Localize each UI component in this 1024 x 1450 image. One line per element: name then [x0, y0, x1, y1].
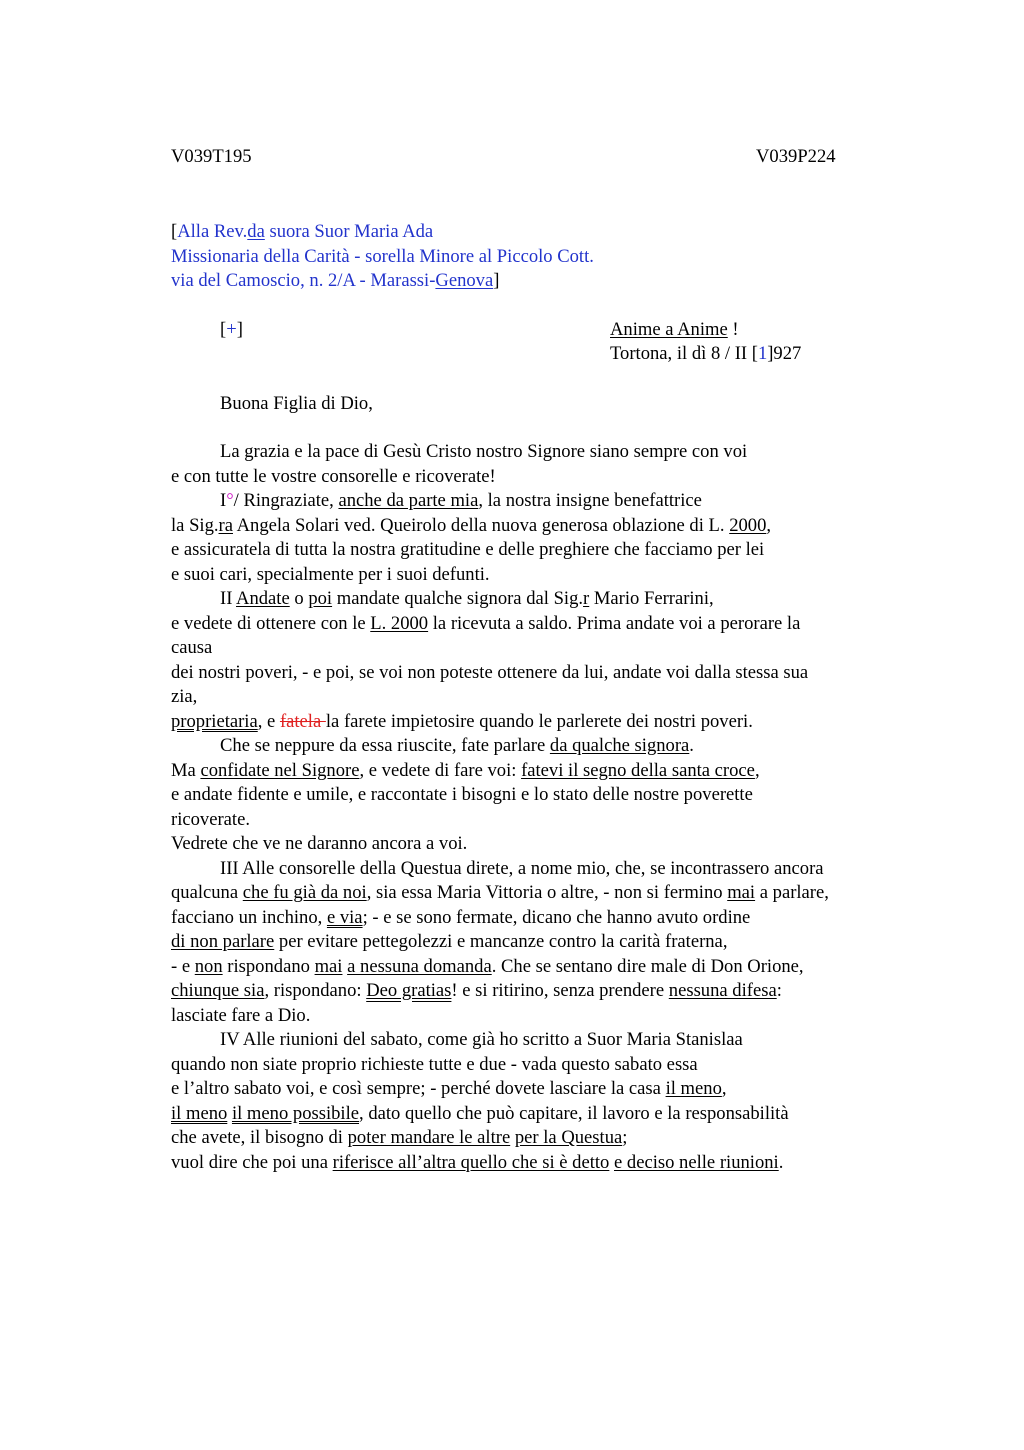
text-line: Ma confidate nel Signore, e vedete di fare voi: fatevi il segno della santa croce, [171, 759, 760, 781]
text-line: - e non rispondano mai a nessuna domanda. Che se sentano dire male di Don Orione, [171, 955, 804, 977]
text-line: che avete, il bisogno di poter mandare le altre per la Questua; [171, 1127, 628, 1148]
address-line-3: via del Camoscio, n. 2/A - Marassi-Genova] [171, 270, 500, 291]
text-line: Che se neppure da essa riuscite, fate parlare da qualche signora. [220, 735, 694, 756]
cross-mark: [+] [220, 319, 243, 340]
letter-body [171, 440, 911, 1175]
salutation: Buona Figlia di Dio, [220, 393, 373, 414]
text-line: facciano un inchino, e via; - e se sono fermate, dicano che hanno avuto ordine [171, 906, 751, 928]
text-line: il meno il meno possibile, dato quello che può capitare, il lavoro e la responsabilità [171, 1102, 789, 1124]
text-line: e assicuratela di tutta la nostra gratitudine e delle preghiere che facciamo per lei [171, 539, 765, 560]
text-line: e suoi cari, specialmente per i suoi defunti. [171, 563, 490, 585]
document-code-left: V039T195 [171, 146, 252, 167]
text-line: causa [171, 637, 213, 658]
text-line: vuol dire che poi una riferisce all’altra quello che si è detto e deciso nelle riunioni. [171, 1151, 784, 1173]
text-line: chiunque sia, rispondano: Deo gratias! e si ritirino, senza prendere nessuna difesa: [171, 980, 782, 1001]
text-line: Vedrete che ve ne daranno ancora a voi. [171, 833, 468, 854]
text-line: la Sig.ra Angela Solari ved. Queirolo della nuova generosa oblazione di L. 2000, [171, 514, 772, 536]
text-line: ricoverate. [171, 808, 250, 830]
text-line: IV Alle riunioni del sabato, come già ho scritto a Suor Maria Stanislaa [220, 1029, 743, 1050]
text-line: e andate fidente e umile, e raccontate i bisogni e lo stato delle nostre poverette [171, 784, 753, 805]
text-line: La grazia e la pace di Gesù Cristo nostro Signore siano sempre con voi [220, 441, 748, 462]
document-code-right: V039P224 [756, 146, 836, 167]
text-line: proprietaria, e fatela la farete impietosire quando le parlerete dei nostri poveri. [171, 710, 753, 732]
text-line: I°/ Ringraziate, anche da parte mia, la nostra insigne benefattrice [220, 490, 702, 511]
text-line: qualcuna che fu già da noi, sia essa Maria Vittoria o altre, - non si fermino mai a parlare, [171, 882, 829, 903]
text-line: dei nostri poveri, - e poi, se voi non poteste ottenere da lui, andate voi dalla stessa sua [171, 661, 809, 683]
deleted-text: fatela [279, 710, 326, 732]
motto: Anime a Anime ! [610, 319, 739, 340]
text-line: II Andate o poi mandate qualche signora dal Sig.r Mario Ferrarini, [220, 588, 714, 609]
text-line: III Alle consorelle della Questua direte, a nome mio, che, se incontrassero ancora [220, 857, 824, 879]
text-line: zia, [171, 686, 198, 707]
address-block [171, 220, 594, 294]
text-line: e con tutte le vostre consorelle e ricoverate! [171, 465, 496, 487]
text-line: di non parlare per evitare pettegolezzi e mancanze contro la carità fraterna, [171, 931, 728, 952]
address-line-2: Missionaria della Carità - sorella Minore al Piccolo Cott. [171, 245, 594, 267]
text-line: lasciate fare a Dio. [171, 1004, 311, 1026]
text-line: e vedete di ottenere con le L. 2000 la ricevuta a saldo. Prima andate voi a perorare la [171, 612, 801, 634]
address-line-1: [Alla Rev.da suora Suor Maria Ada [171, 221, 434, 242]
text-line: e l’altro sabato voi, e così sempre; - perché dovete lasciare la casa il meno, [171, 1078, 727, 1099]
text-line: quando non siate proprio richieste tutte e due - vada questo sabato essa [171, 1053, 698, 1075]
dateline: Tortona, il dì 8 / II [1]927 [610, 343, 802, 364]
